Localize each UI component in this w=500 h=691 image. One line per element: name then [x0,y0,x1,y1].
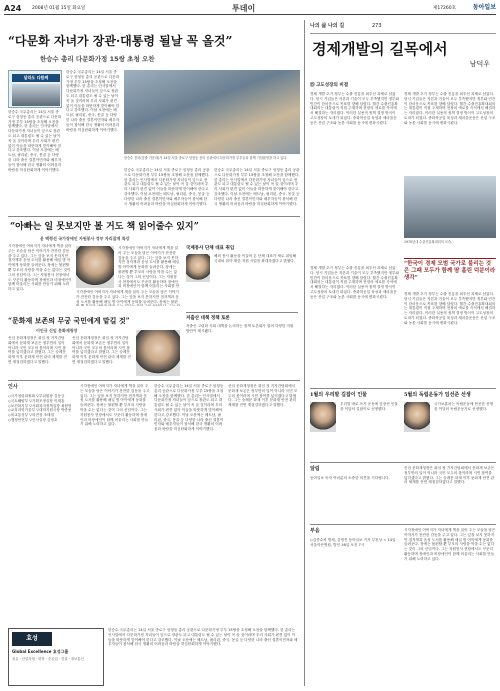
third-body-col1: 신임 문화재청장은 취임 첫 기자간담회에서 문화재 보존은 정부만의 일이 아니라 국민 모두의 몫이라며 시민 참여를 넓히겠다고 밝혔다. 그는 숭례문 화재 이후 문화재 안전 관리 체계를 전면 재점검하겠다고 말했다. [8,336,67,364]
memoir-body-col3: 경제 개발 초기 정부는 수출 진흥을 최우선 과제로 삼았다. 당시 기업들은 자본과 기술이 모두 부족했지만 정부와 민간이 한마음으로 목표를 향해 달렸다. 월간 수출진흥확대회의는 대통령이 직접 주재하며 현장의 애로를 즉석에서 해결하는 자리였다. 이러한 실용적 정책 결정 방식이 고도성장의 토대가 되었다. 중화학공업 육성과 새마을운동은 산업 구조와 농촌 사회를 동시에 변화시켰다. [310,266,399,299]
memoir-body-col1: 경제 개발 초기 정부는 수출 진흥을 최우선 과제로 삼았다. 당시 기업들은 자본과 기술이 모두 부족했지만 정부와 민간이 한마음으로 목표를 향해 달렸다. 월간 수출진흥확대회의는 대통령이 직접 주재하며 현장의 애로를 즉석에서 해결하는 자리였다. 이러한 실용적 정책 결정 방식이 고도성장의 토대가 되었다. 중화학공업 육성과 새마을운동은 산업 구조와 농촌 사회를 동시에 변화시켰다. [310,92,399,125]
advertisement[interactable] [8,628,104,686]
memoir-author: 남덕우 [469,60,490,68]
second-body-col1: 시각장애인 아버지가 자녀에게 책을 읽어 주는 모습을 담은 이야기가 잔잔한 감동을 주고 있다. 그는 앞을 보지 못하지만 점자책과 음성 도서를 활용해 매일 밤 아이에게 동화를 들려준다. 장애는 불편할 뿐 부모의 사랑을 막을 수는 없다는 것이 그의 신념이다. 그는 자원봉사 현장에서도 꾸준히 활동하며 장애인과 비장애인이 함께 어울리는 사회를 만들기 위해 노력하고 있다. [8,244,72,292]
side-note-2-title: 저출산 대책 정책 토론 [186,316,230,321]
bottom-body: 한승수 국무총리는 14일 서울 종로구 삼청동 총리 공관으로 다문화가정 부부 15쌍을 초청해 오찬을 함께했다. 한 총리는 인사말에서 다문화가정 자녀들이 앞으로 장관도 되고 대통령도 될 수 있는 날이 꼭 올 것이라며 우리 사회가 편견 없이 이들을 따뜻하게 맞이해야 한다고 강조했다. 이날 오찬에는 베트남, 필리핀, 중국, 몽골 등 다양한 나라 출신 결혼이민자와 배우자들이 참석해 한국 생활의 어려움과 바람을 허심탄회하게 이야기했다. [108,628,298,647]
independence-activist-photo [404,402,430,432]
lead-body-col3: 한승수 국무총리는 14일 서울 종로구 삼청동 총리 공관으로 다문화가정 부부 15쌍을 초청해 오찬을 함께했다. 한 총리는 인사말에서 다문화가정 자녀들이 앞으로 장관도 되고 대통령도 될 수 있는 날이 꼭 올 것이라며 우리 사회가 편견 없이 이들을 따뜻하게 맞이해야 한다고 강조했다. 이날 오찬에는 베트남, 필리핀, 중국, 몽골 등 다양한 나라 출신 결혼이민자와 배우자들이 참석해 한국 생활의 어려움과 바람을 허심탄회하게 이야기했다. [124,168,210,206]
page-number: A24 [4,4,22,13]
obituary-body-col2: 시각장애인 아버지가 자녀에게 책을 읽어 주는 모습을 담은 이야기가 잔잔한 감동을 주고 있다. 그는 앞을 보지 못하지만 점자책과 음성 도서를 활용해 매일 밤 아이에게 동화를 들려준다. 장애는 불편할 뿐 부모의 사랑을 막을 수는 없다는 것이 그의 신념이다. 그는 자원봉사 현장에서도 꾸준히 활동하며 장애인과 비장애인이 함께 어울리는 사회를 만들기 위해 노력하고 있다. [404,528,496,561]
appointments-col4: 신임 문화재청장은 취임 첫 기자간담회에서 문화재 보존은 정부만의 일이 아니라 국민 모두의 몫이라며 시민 참여를 넓히겠다고 밝혔다. 그는 숭례문 화재 이후 문화재 안전 관리 체계를 전면 재점검하겠다고 말했다. [228,384,298,408]
second-body-col2: 시각장애인 아버지가 자녀에게 책을 읽어 주는 모습을 담은 이야기가 잔잔한 감동을 주고 있다. 그는 앞을 보지 못하지만 점자책과 음성 도서를 활용해 매일 밤 아이에게 동화를 들려준다. 장애는 불편 [76,290,179,304]
divider [8,380,300,381]
issue-date: 2008년 01월 15일 화요일 [32,6,86,11]
second-headline: “아빠는 일 못보지만 볼 거도 책 읽어줄수 있지” [10,222,199,232]
inset-badge: 달라도 다함께 [12,74,60,82]
lead-subhead: 한승수 총리 다문화가정 15쌍 초청 오찬 [40,55,155,63]
memoir-body-col2: 경제 개발 초기 정부는 수출 진흥을 최우선 과제로 삼았다. 당시 기업들은 자본과 기술이 모두 부족했지만 정부와 민간이 한마음으로 목표를 향해 달렸다. 월간 수출진흥확대회의는 대통령이 직접 주재하며 현장의 애로를 즉석에서 해결하는 자리였다. 이러한 실용적 정책 결정 방식이 고도성장의 토대가 되었다. 중화학공업 육성과 새마을운동은 산업 구조와 농촌 사회를 동시에 변화시켰다. [404,92,496,125]
divider [186,312,298,313]
inset-photo [12,84,60,106]
appointments-title: 인사 [8,384,18,390]
obituary-body-col1: ◇김종수씨 별세, 김영진 동아일보 기자 부친상 = 14일 서울아산병원, 발인 16일 오전 7시 [310,538,396,547]
divider [310,524,496,525]
lead-body-col2: 한승수 국무총리는 14일 서울 종로구 삼청동 총리 공관으로 다문화가정 부부 15쌍을 초청해 오찬을 함께했다. 한 총리는 인사말에서 다문화가정 자녀들이 앞으로 장관도 되고 대통령도 될 수 있는 날이 꼭 올 것이라며 우리 사회가 편견 없이 이들을 따뜻하게 맞이해야 한다고 강조했다. 이날 오찬에는 베트남, 필리핀, 중국, 몽골 등 다양한 나라 출신 결혼이민자와 배우자들이 참석해 한국 생활의 어려움과 바람을 허심탄회하게 이야기했다. [66,70,120,132]
memoir-tag: 나의 삶 나의 길 [310,23,345,29]
third-subhead: 이인규 신임 문화재청장 [36,328,78,333]
notice-body-col2: 신임 문화재청장은 취임 첫 기자간담회에서 문화재 보존은 정부만의 일이 아니라 국민 모두의 몫이라며 시민 참여를 넓히겠다고 밝혔다. 그는 숭례문 화재 이후 문화재 안전 관리 체계를 전면 재점검하겠다고 말했다. [404,466,495,485]
side-note-1-photo [186,254,210,282]
appointments-col3: 한승수 국무총리는 14일 서울 종로구 삼청동 총리 공관으로 다문화가정 부부 15쌍을 초청해 오찬을 함께했다. 한 총리는 인사말에서 다문화가정 자녀들이 앞으로 장관도 되고 대통령도 될 수 있는 날이 꼭 올 것이라며 우리 사회가 편견 없이 이들을 따뜻하게 맞이해야 한다고 강조했다. 이날 오찬에는 베트남, 필리핀, 중국, 몽골 등 다양한 나라 출신 결혼이민자와 배우자들이 참석해 한국 생활의 어려움과 바람을 허심탄회하게 이야기했다. [154,384,224,432]
notice-title: 알림 [310,466,320,472]
third-portrait [136,330,180,376]
memoir-body-col4: 경제 개발 초기 정부는 수출 진흥을 최우선 과제로 삼았다. 당시 기업들은 자본과 기술이 모두 부족했지만 정부와 민간이 한마음으로 목표를 향해 달렸다. 월간 수출진흥확대회의는 대통령이 직접 주재하며 현장의 애로를 즉석에서 해결하는 자리였다. 이러한 실용적 정책 결정 방식이 고도성장의 토대가 되었다. 중화학공업 육성과 새마을운동은 산업 구조와 농촌 사회를 동시에 변화시켰다. [404,292,496,325]
edition-number: 제17260호 [432,6,456,11]
ad-subline: 섬유 · 산업자재 · 화학 · 중공업 · 건설 · 정보통신 [12,657,84,661]
lead-photo [124,70,300,154]
lead-body-col1: 한승수 국무총리는 14일 서울 종로구 삼청동 총리 공관으로 다문화가정 부부 15쌍을 초청해 오찬을 함께했다. 한 총리는 인사말에서 다문화가정 자녀들이 앞으로 장관도 되고 대통령도 될 수 있는 날이 꼭 올 것이라며 우리 사회가 편견 없이 이들을 따뜻하게 맞이해야 한다고 강조했다. 이날 오찬에는 베트남, 필리핀, 중국, 몽골 등 다양한 나라 출신 결혼이민자와 배우자들이 참석해 한국 생활의 어려움과 바람을 허심탄회하게 이야기했다. [8,110,62,172]
memoir-section-label: ⑮ 고도성장의 비결 [310,83,349,88]
obituary-title: 부음 [310,528,320,534]
appointments-col1: ◇국가청렴위원회 ▽부위원장 김동규 ◇국토해양부 ▽기획조정실장 이재홍 ◇보건복지부 ▽사회복지정책실장 최원영 ◇교육과학기술부 ▽대학지원국장 박종용 ◇외교통상부 ▽의전장 조태열 ◇행정안전부 ▽인사실장 김영호 [8,394,72,422]
section-title: 투데이 [232,4,256,13]
memoir-pull-quote: “한국이 경제 모범 국가로 불리는 것은 그때 모두가 함께 땀 흘린 덕분이라 생각” [404,258,496,288]
ad-logo: 효성 [12,632,52,646]
memoir-title: 경제개발의 길목에서 [312,40,448,58]
second-subhead: 윤 백령선 국가장애인 자원봉사 정부 자리잡게 특강 [40,236,130,241]
guide-person-title: 1월의 우리말 길잡이 인물 [310,392,368,398]
independence-activist-title: 5월의 독립운동가 임선준 선생 [404,392,471,398]
lead-headline: “다문화 자녀가 장관·대통령 될날 꼭 올것” [8,34,233,48]
divider [310,388,496,389]
ad-tagline: Global Excellence 효성그룹 [12,649,69,654]
second-body-col3: 시각장애인 아버지가 자녀에게 책을 읽어 주는 모습을 담은 이야기가 잔잔한 감동을 주고 있다. 그는 앞을 보지 못하지만 점자책과 음성 도서를 활용해 매일 밤 아이에게 동화를 들려준다. 장애는 불편할 뿐 부모의 사랑을 막을 수는 없다는 것이 그의 신념이다. 그는 자원봉사 현장에서도 꾸준히 활동하며 장애인과 비장애인이 함께 어울리는 사회를 만 [118,246,180,288]
appointments-col2: 시각장애인 아버지가 자녀에게 책을 읽어 주는 모습을 담은 이야기가 잔잔한 감동을 주고 있다. 그는 앞을 보지 못하지만 점자책과 음성 도서를 활용해 매일 밤 아이에게 동화를 들려준다. 장애는 불편할 뿐 부모의 사랑을 막을 수는 없다는 것이 그의 신념이다. 그는 자원봉사 현장에서도 꾸준히 활동하며 장애인과 비장애인이 함께 어울리는 사회를 만들기 위해 노력하고 있다. [80,384,150,427]
side-note-2-body: 저출산 고령화 사회 대책을 논의하는 정책 토론회가 열려 다양한 지원 방안이 제시됐다. [186,324,294,333]
divider [8,216,300,217]
divider [310,462,496,463]
newspaper-name: 동아일보 [472,4,496,11]
guide-person-body: 우리말 바로 쓰기 운동에 앞장선 인물을 이달의 길잡이로 선정했다. [340,402,398,411]
column-divider [304,20,305,686]
lead-photo-caption: 한승수 총리(앞줄 가운데)가 14일 서울 종로구 삼청동 총리 공관에서 다문화가정 부부들과 함께 기념촬영을 하고 있다. [124,156,288,160]
third-headline: “문화재 보존의 무궁 국민에게 맡길 것” [8,316,130,325]
third-body-col2: 신임 문화재청장은 취임 첫 기자간담회에서 문화재 보존은 정부만의 일이 아니라 국민 모두의 몫이라며 시민 참여를 넓히겠다고 밝혔다. 그는 숭례문 화재 이후 문화재 안전 관리 체계를 전면 재점검하겠다고 말했다. [72,336,131,364]
memoir-number: 273 [372,23,382,29]
independence-activist-body: 국가보훈처는 독립운동에 헌신한 선생을 이달의 독립운동가로 선정했다. [434,402,493,411]
memoir-photo-caption: 1970년대 수출진흥확대회의 모습. [404,240,453,244]
notice-body: 동아일보 독자 여러분의 소중한 의견을 기다립니다. [310,476,390,480]
side-note-1-body: 해외 봉사 활동을 이끌어 온 단체 대표가 새로 취임해 국내외 취약 계층 지원 사업을 확대하겠다고 밝혔다. [214,254,297,263]
side-note-1-title: 국제봉사 단체 대표 취임 [186,246,235,251]
second-portrait [76,246,114,288]
memoir-tag-bar [310,22,496,34]
lead-inset [8,70,62,108]
lead-body-col4: 한승수 국무총리는 14일 서울 종로구 삼청동 총리 공관으로 다문화가정 부부 15쌍을 초청해 오찬을 함께했다. 한 총리는 인사말에서 다문화가정 자녀들이 앞으로 장관도 되고 대통령도 될 수 있는 날이 꼭 올 것이라며 우리 사회가 편견 없이 이들을 따뜻하게 맞이해야 한다고 강조했다. 이날 오찬에는 베트남, 필리핀, 중국, 몽골 등 다양한 나라 출신 결혼이민자와 배우자들이 참석해 한국 생활의 어려움과 바람을 허심탄회하게 이야기했다. [214,168,300,206]
guide-person-photo [310,402,336,432]
memoir-photo [404,176,496,238]
page-header [4,3,496,15]
